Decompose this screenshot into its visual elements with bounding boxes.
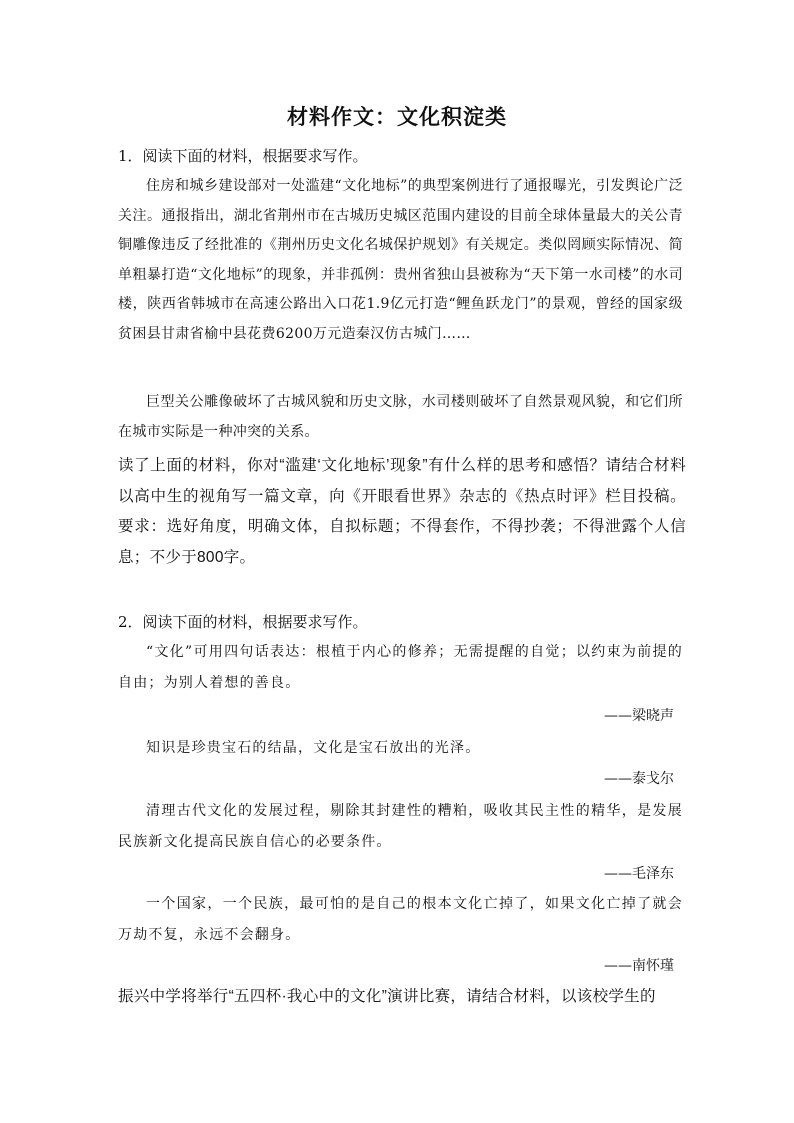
quote-author: ——南怀瑾 bbox=[604, 958, 674, 974]
question-2-prompt: 振兴中学将举行“五四杯·我心中的文化”演讲比赛，请结合材料，以该校学生的 bbox=[118, 988, 656, 1005]
quote-text: “文化”可用四句话表达：根植于内心的修养；无需提醒的自觉；以约束为前提的自由；为别人着想的善良。 bbox=[118, 644, 683, 691]
question-2-heading: 2．阅读下面的材料，根据要求写作。 bbox=[118, 613, 368, 631]
quote-author: ——泰戈尔 bbox=[604, 771, 674, 787]
quote-text: 清理古代文化的发展过程，剔除其封建性的糟粕，吸收其民主性的精华，是发展民族新文化提高民族自信心的必要条件。 bbox=[118, 803, 683, 850]
question-1-heading: 1．阅读下面的材料，根据要求写作。 bbox=[118, 147, 368, 165]
question-1-prompt: 读了上面的材料，你对“滥建‘文化地标’现象”有什么样的思考和感悟？请结合材料以高中生的视角写一篇文章，向《开眼看世界》杂志的《热点时评》栏目投稿。要求：选好角度，明确文体，自拟标题；不得套作，不得抄袭；不得泄露个人信息；不少于800字。 bbox=[118, 457, 686, 566]
document-title: 材料作文：文化积淀类 bbox=[287, 104, 507, 129]
quote-text: 知识是珍贵宝石的结晶，文化是宝石放出的光泽。 bbox=[146, 740, 481, 756]
quote-author: ——毛泽东 bbox=[604, 866, 674, 882]
quote-author: ——梁晓声 bbox=[604, 708, 674, 724]
question-1-material-paragraph-1: 住房和城乡建设部对一处滥建“文化地标”的典型案例进行了通报曝光，引发舆论广泛关注。通报指出，湖北省荆州市在古城历史城区范围内建设的目前全球体量最大的关公青铜雕像违反了经批准的《荆州历史文化名城保护规划》有关规定。类似罔顾实际情况、简单粗暴打造“文化地标”的现象，并非孤例：贵州省独山县被称为“天下第一水司楼”的水司楼，陕西省韩城市在高速公路出入口花1.9亿元打造“鲤鱼跃龙门”的景观，曾经的国家级贫困县甘肃省榆中县花费6200万元造秦汉仿古城门…… bbox=[118, 178, 683, 342]
quote-text: 一个国家，一个民族，最可怕的是自己的根本文化亡掉了，如果文化亡掉了就会万劫不复，永远不会翻身。 bbox=[118, 896, 683, 943]
question-1-material-paragraph-2: 巨型关公雕像破坏了古城风貌和历史文脉，水司楼则破坏了自然景观风貌，和它们所在城市实际是一种冲突的关系。 bbox=[118, 394, 683, 440]
